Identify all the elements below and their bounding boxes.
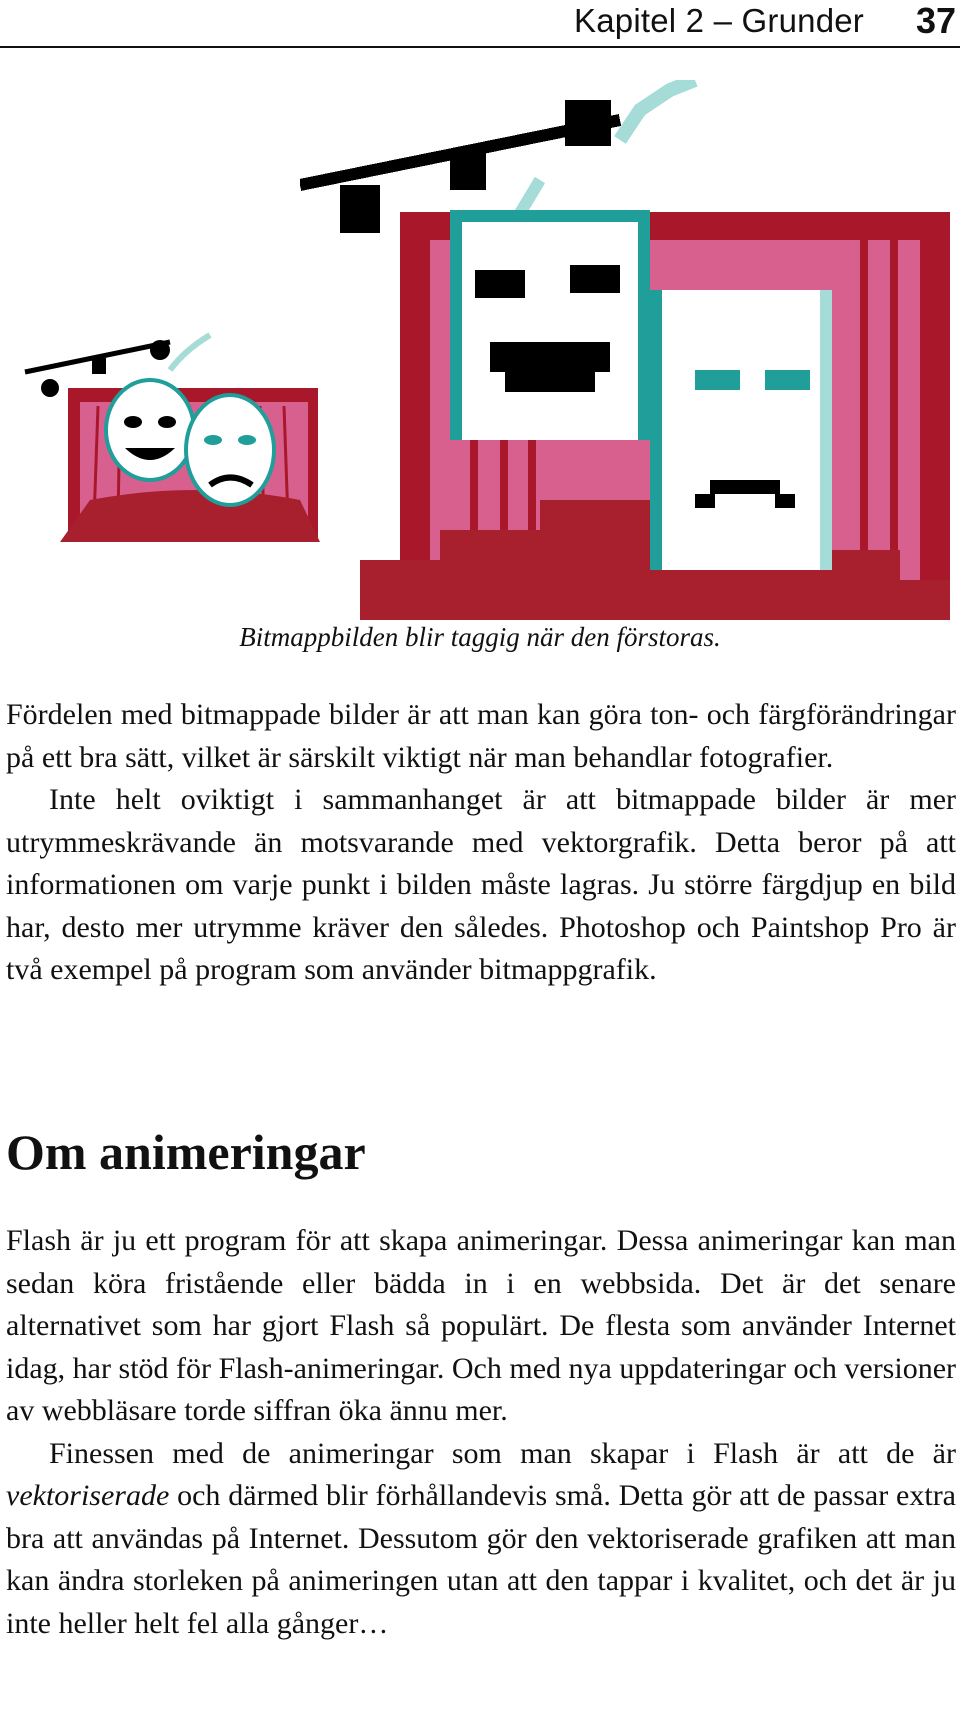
theater-masks-small-image (20, 330, 330, 545)
paragraph-text: och därmed blir förhållandevis små. Detta gör att de passar extra bra att användas på Internet. Dessutom gör den vektoriserade grafiken att man kan ändra storleken på animeringen utan att den tappar i kvalitet, och det är ju inte heller helt fel alla gånger… (6, 1479, 956, 1640)
paragraph-text: Finessen med de animeringar som man skapar i Flash är att de är (49, 1436, 956, 1470)
emphasized-term: vektoriserade (6, 1479, 170, 1512)
page-number: 37 (915, 0, 956, 41)
running-header (0, 0, 960, 48)
intro-text (6, 694, 956, 992)
paragraph: Flash är ju ett program för att skapa animeringar. Dessa animeringar kan man sedan köra fristående eller bädda in i en webbsida. Det är det senare alternativet som har gjort Flash så populärt. De flesta som använder Internet idag, har stöd för Flash-animeringar. Och med nya uppdateringar och versioner av webbläsare torde siffran öka ännu mer. (6, 1224, 956, 1427)
theater-masks-figure (0, 80, 960, 625)
figure-caption: Bitmappbilden blir taggig när den förstoras. (239, 622, 721, 652)
section-heading: Om animeringar (6, 1124, 366, 1180)
section-text (6, 1220, 956, 1645)
theater-masks-enlarged-image (300, 80, 950, 625)
chapter-title: Kapitel 2 – Grunder (574, 2, 864, 39)
paragraph (6, 1433, 956, 1646)
paragraph: Fördelen med bitmappade bilder är att man kan göra ton- och färgförändringar på ett bra sätt, vilket är särskilt viktigt när man behandlar fotografier. (6, 698, 956, 774)
paragraph: Inte helt oviktigt i sammanhanget är att bitmappade bilder är mer utrymmeskrävande än motsvarande med vektorgrafik. Detta beror på att informationen om varje punkt i bilden måste lagras. Ju större färgdjup en bild har, desto mer utrymme kräver den således. Photoshop och Paintshop Pro är två exempel på program som använder bitmappgrafik. (6, 783, 956, 986)
